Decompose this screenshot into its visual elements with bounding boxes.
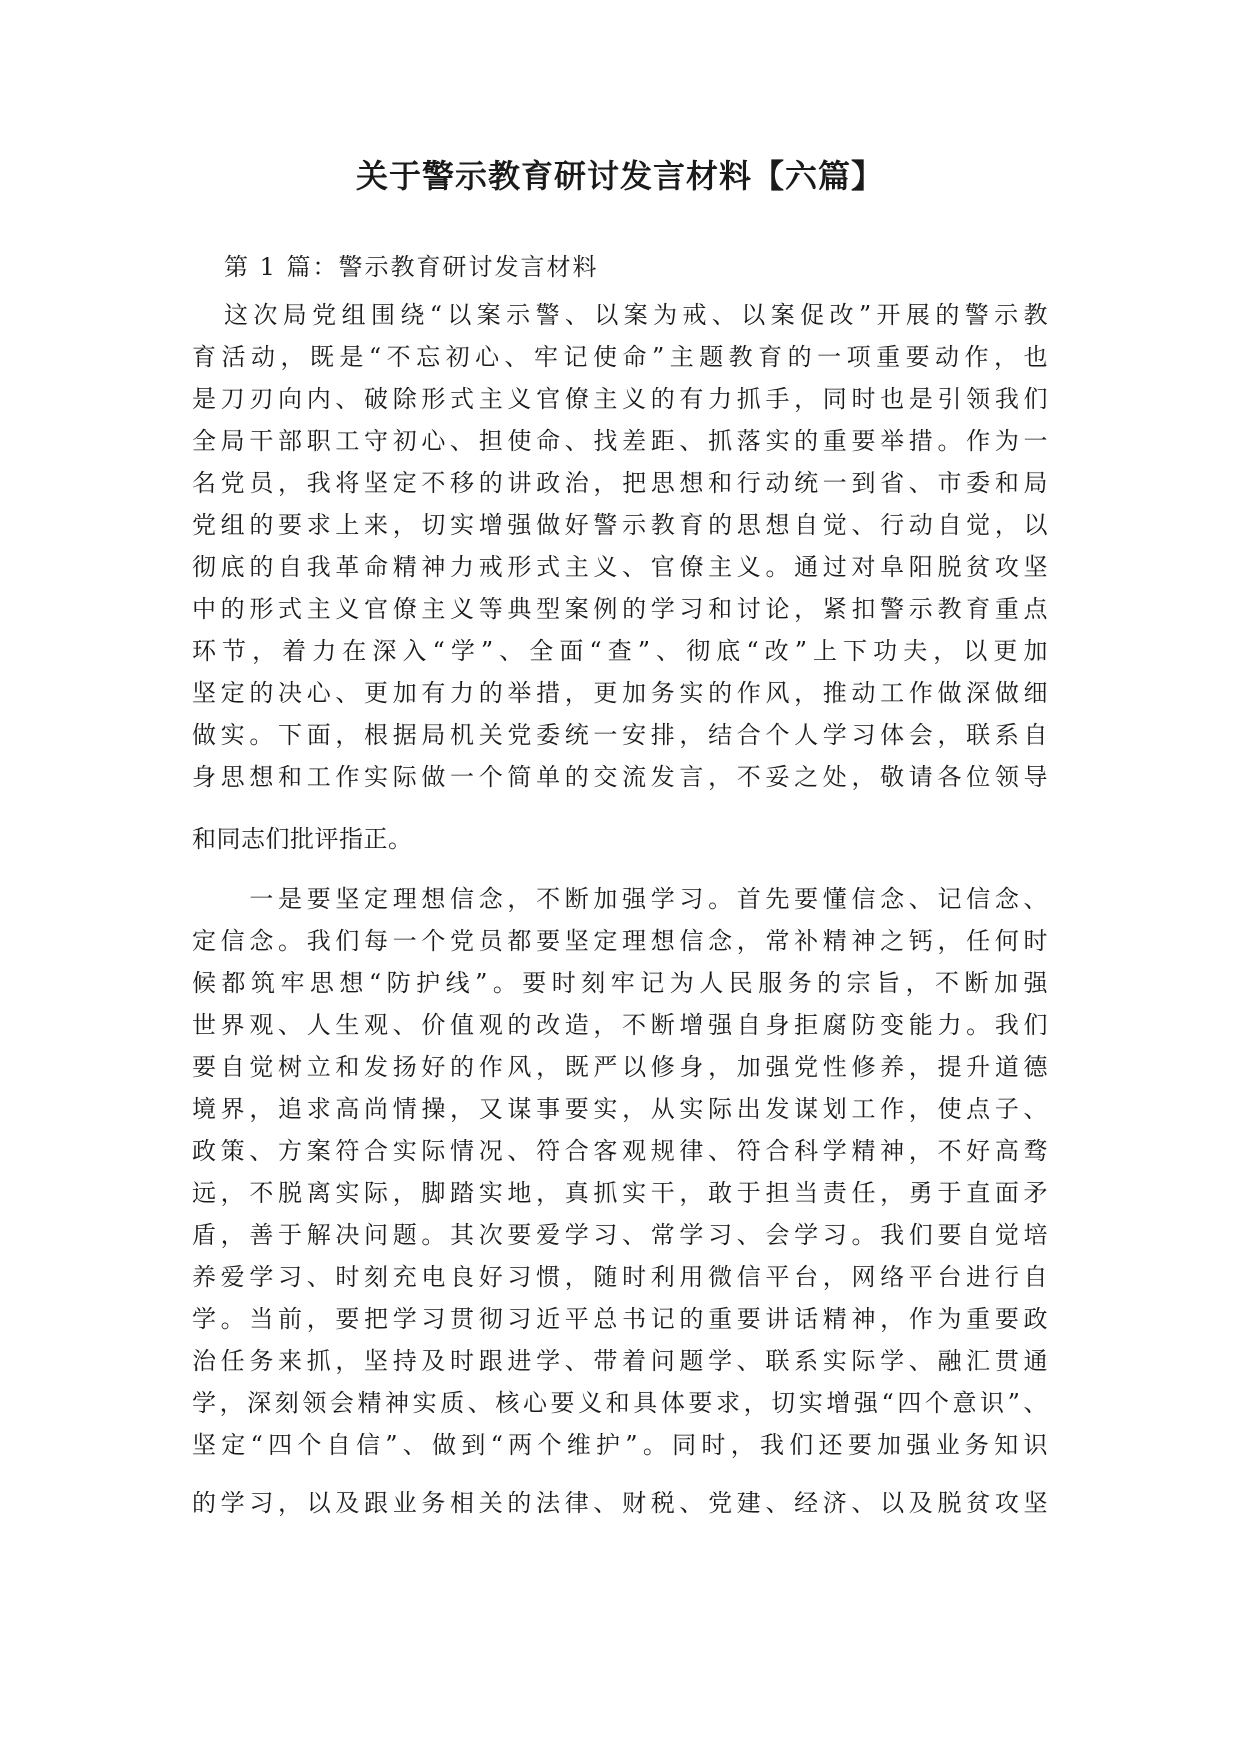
paragraph-line: 定信念。我们每一个党员都要坚定理想信念，常补精神之钙，任何时 (192, 927, 1048, 955)
paragraph-line: 坚定“四个自信”、做到“两个维护”。同时，我们还要加强业务知识 (192, 1431, 1048, 1459)
section-heading: 第 1 篇：警示教育研讨发言材料 (224, 253, 599, 281)
paragraph-line: 学，深刻领会精神实质、核心要义和具体要求，切实增强“四个意识”、 (192, 1389, 1048, 1417)
paragraph-line: 要自觉树立和发扬好的作风，既严以修身，加强党性修养，提升道德 (192, 1053, 1048, 1081)
paragraph-line: 这次局党组围绕“以案示警、以案为戒、以案促改”开展的警示教 (224, 301, 1048, 329)
paragraph-line: 党组的要求上来，切实增强做好警示教育的思想自觉、行动自觉，以 (192, 511, 1048, 539)
paragraph-line: 的学习，以及跟业务相关的法律、财税、党建、经济、以及脱贫攻坚 (192, 1489, 1048, 1517)
paragraph-line: 全局干部职工守初心、担使命、找差距、抓落实的重要举措。作为一 (192, 427, 1048, 455)
paragraph-line: 境界，追求高尚情操，又谋事要实，从实际出发谋划工作，使点子、 (192, 1095, 1048, 1123)
paragraph-line: 环节，着力在深入“学”、全面“查”、彻底“改”上下功夫，以更加 (192, 637, 1048, 665)
paragraph-line: 盾，善于解决问题。其次要爱学习、常学习、会学习。我们要自觉培 (192, 1221, 1048, 1249)
paragraph-line: 育活动，既是“不忘初心、牢记使命”主题教育的一项重要动作，也 (192, 343, 1048, 371)
paragraph-line: 身思想和工作实际做一个简单的交流发言，不妥之处，敬请各位领导 (192, 763, 1048, 791)
paragraph-line: 名党员，我将坚定不移的讲政治，把思想和行动统一到省、市委和局 (192, 469, 1048, 497)
paragraph-line: 远，不脱离实际，脚踏实地，真抓实干，敢于担当责任，勇于直面矛 (192, 1179, 1048, 1207)
paragraph-line: 做实。下面，根据局机关党委统一安排，结合个人学习体会，联系自 (192, 721, 1048, 749)
document-title: 关于警示教育研讨发言材料【六篇】 (355, 157, 884, 195)
paragraph-line: 是刀刃向内、破除形式主义官僚主义的有力抓手，同时也是引领我们 (192, 385, 1048, 413)
paragraph-line: 学。当前，要把学习贯彻习近平总书记的重要讲话精神，作为重要政 (192, 1305, 1048, 1333)
paragraph-line: 政策、方案符合实际情况、符合客观规律、符合科学精神，不好高骛 (192, 1137, 1048, 1165)
paragraph-line: 中的形式主义官僚主义等典型案例的学习和讨论，紧扣警示教育重点 (192, 595, 1048, 623)
paragraph-line: 和同志们批评指正。 (192, 825, 413, 853)
paragraph-line: 一是要坚定理想信念，不断加强学习。首先要懂信念、记信念、 (192, 885, 1048, 913)
paragraph-line: 候都筑牢思想“防护线”。要时刻牢记为人民服务的宗旨，不断加强 (192, 969, 1048, 997)
paragraph-line: 坚定的决心、更加有力的举措，更加务实的作风，推动工作做深做细 (192, 679, 1048, 707)
paragraph-line: 治任务来抓，坚持及时跟进学、带着问题学、联系实际学、融汇贯通 (192, 1347, 1048, 1375)
paragraph-line: 养爱学习、时刻充电良好习惯，随时利用微信平台，网络平台进行自 (192, 1263, 1048, 1291)
paragraph-line: 彻底的自我革命精神力戒形式主义、官僚主义。通过对阜阳脱贫攻坚 (192, 553, 1048, 581)
paragraph-line: 世界观、人生观、价值观的改造，不断增强自身拒腐防变能力。我们 (192, 1011, 1048, 1039)
